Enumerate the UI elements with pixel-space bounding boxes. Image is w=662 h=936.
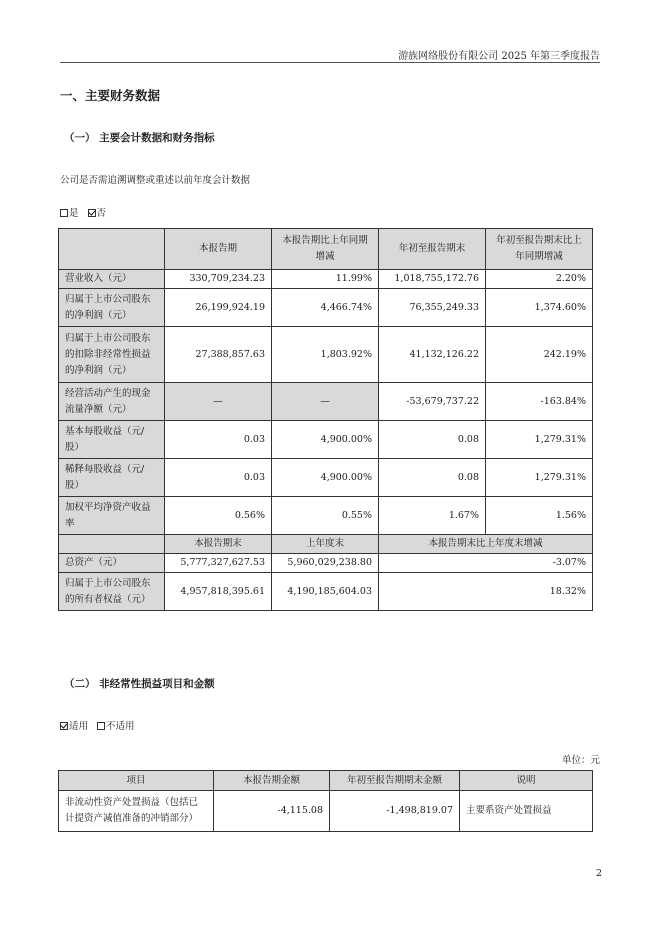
- cell-note: 主要系资产处置损益: [460, 791, 593, 832]
- cell-value: -163.84%: [486, 383, 593, 421]
- cell-value: 4,900.00%: [272, 459, 379, 497]
- row-label: 总资产（元）: [59, 554, 165, 573]
- cell-value-dash: —: [272, 383, 379, 421]
- cell-value: 0.08: [379, 459, 486, 497]
- checkbox-yes[interactable]: [60, 209, 68, 217]
- checkbox-no-checked[interactable]: [88, 209, 96, 217]
- row-label: 非流动性资产处置损益（包括已计提资产减值准备的冲销部分）: [59, 791, 214, 832]
- table-subheader-row: [59, 535, 593, 554]
- cell-value: 0.03: [165, 421, 272, 459]
- cell-value: 1,279.31%: [486, 421, 593, 459]
- row-label: 归属于上市公司股东的净利润（元）: [59, 289, 165, 327]
- unit-label: 单位：元: [561, 755, 600, 766]
- cell-value: -3.07%: [379, 554, 593, 573]
- cell-value: 11.99%: [272, 270, 379, 289]
- label-not-apply: 不适用: [106, 721, 135, 732]
- cell-value: 76,355,249.33: [379, 289, 486, 327]
- cell-value: 4,466.74%: [272, 289, 379, 327]
- cell-value: 5,960,029,238.80: [272, 554, 379, 573]
- header-cell: 年初至报告期末比上年同期增减: [486, 229, 593, 270]
- cell-value: 41,132,126.22: [379, 327, 486, 383]
- cell-value: 27,388,857.63: [165, 327, 272, 383]
- cell-value: 0.08: [379, 421, 486, 459]
- table-header-row: [59, 229, 593, 270]
- row-label: 营业收入（元）: [59, 270, 165, 289]
- checkbox-apply-checked[interactable]: [60, 722, 68, 730]
- cell-value: 1,018,755,172.76: [379, 270, 486, 289]
- row-label: 经营活动产生的现金流量净额（元）: [59, 383, 165, 421]
- row-label: 加权平均净资产收益率: [59, 497, 165, 535]
- header-cell: 上年度末: [272, 535, 379, 554]
- applicability-options: [60, 718, 135, 732]
- table-row: [59, 383, 593, 421]
- table-row: [59, 554, 593, 573]
- header-cell: 年初至报告期末: [379, 229, 486, 270]
- label-no: 否: [96, 208, 107, 219]
- row-label: 基本每股收益（元/股）: [59, 421, 165, 459]
- table-row: [59, 289, 593, 327]
- cell-value: 0.56%: [165, 497, 272, 535]
- cell-value: -53,679,737.22: [379, 383, 486, 421]
- non-recurring-items-table: [58, 770, 593, 832]
- header-cell: [59, 535, 165, 554]
- report-header-title: 游族网络股份有限公司 2025 年第三季度报告: [398, 51, 600, 62]
- cell-value: 1,803.92%: [272, 327, 379, 383]
- subsection-title-accounting-data: （一） 主要会计数据和财务指标: [64, 132, 215, 144]
- table-row: [59, 791, 593, 832]
- cell-value: 1.67%: [379, 497, 486, 535]
- header-cell: 说明: [460, 771, 593, 791]
- header-cell: 本报告期末比上年度末增减: [379, 535, 593, 554]
- header-cell: 本报告期: [165, 229, 272, 270]
- cell-value: 26,199,924.19: [165, 289, 272, 327]
- cell-value: 242.19%: [486, 327, 593, 383]
- cell-value-dash: —: [165, 383, 272, 421]
- cell-value: 0.55%: [272, 497, 379, 535]
- checkbox-not-apply[interactable]: [97, 722, 105, 730]
- header-cell: 年初至报告期期末金额: [330, 771, 460, 791]
- table-row: [59, 573, 593, 611]
- header-cell: 本报告期比上年同期增减: [272, 229, 379, 270]
- table-row: [59, 270, 593, 289]
- label-yes: 是: [69, 208, 79, 219]
- cell-value: 18.32%: [379, 573, 593, 611]
- row-label: 归属于上市公司股东的所有者权益（元）: [59, 573, 165, 611]
- header-cell: [59, 229, 165, 270]
- cell-value: 1,279.31%: [486, 459, 593, 497]
- cell-value: 4,957,818,395.61: [165, 573, 272, 611]
- cell-value: 4,900.00%: [272, 421, 379, 459]
- table-row: [59, 459, 593, 497]
- key-financial-data-table: [58, 228, 593, 611]
- cell-value: 5,777,327,627.53: [165, 554, 272, 573]
- header-cell: 项目: [59, 771, 214, 791]
- table-row: [59, 327, 593, 383]
- section-title-main-financial-data: 一、主要财务数据: [60, 88, 161, 103]
- cell-value: 2.20%: [486, 270, 593, 289]
- header-cell: 本报告期末: [165, 535, 272, 554]
- label-apply: 适用: [69, 721, 89, 732]
- cell-value: -4,115.08: [214, 791, 330, 832]
- table-row: [59, 497, 593, 535]
- subsection-title-non-recurring: （二） 非经常性损益项目和金额: [64, 678, 215, 690]
- row-label: 归属于上市公司股东的扣除非经常性损益的净利润（元）: [59, 327, 165, 383]
- header-cell: 本报告期金额: [214, 771, 330, 791]
- cell-value: 1.56%: [486, 497, 593, 535]
- row-label: 稀释每股收益（元/股）: [59, 459, 165, 497]
- table-row: [59, 421, 593, 459]
- cell-value: -1,498,819.07: [330, 791, 460, 832]
- cell-value: 4,190,185,604.03: [272, 573, 379, 611]
- header-divider: [60, 62, 600, 63]
- cell-value: 330,709,234.23: [165, 270, 272, 289]
- cell-value: 1,374.60%: [486, 289, 593, 327]
- table-header-row: [59, 771, 593, 791]
- restatement-question: 公司是否需追溯调整或重述以前年度会计数据: [60, 175, 251, 186]
- cell-value: 0.03: [165, 459, 272, 497]
- restatement-options: [60, 205, 106, 219]
- page-number: 2: [595, 868, 602, 879]
